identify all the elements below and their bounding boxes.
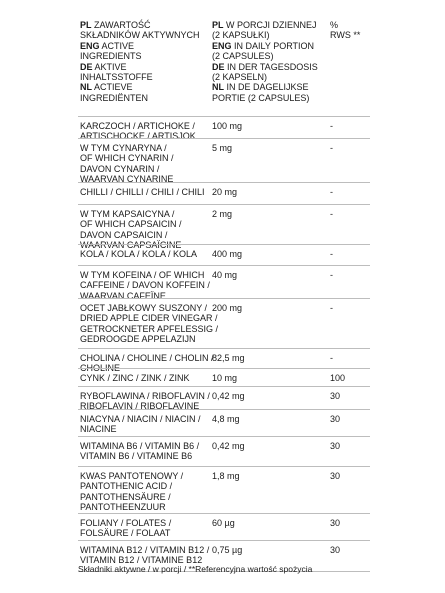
ingredient-name bbox=[80, 518, 212, 539]
ingredient-rws: 30 bbox=[330, 518, 341, 528]
ingredient-name bbox=[80, 303, 219, 345]
header-text: W PORCJI DZIENNEJ bbox=[223, 20, 317, 30]
ingredient-amount: 1,8 mg bbox=[212, 471, 240, 481]
ingredient-rws: - bbox=[330, 353, 333, 363]
ingredient-amount: 5 mg bbox=[212, 143, 233, 153]
ingredient-name-line: ARTISCHOCKE / ARTISJOK bbox=[80, 131, 196, 142]
ingredient-name-line: GETROCKNETER APFELESSIG / bbox=[80, 323, 219, 334]
ingredient-name-line: PANTOTHENIC ACID / bbox=[80, 481, 173, 492]
ingredient-name-line: VITAMIN B6 / VITAMINE B6 bbox=[80, 451, 193, 462]
header-line bbox=[212, 20, 332, 30]
table-row bbox=[78, 265, 370, 299]
ingredient-name bbox=[80, 187, 212, 197]
table-row bbox=[78, 466, 370, 514]
ingredient-amount: 0,42 mg bbox=[212, 391, 245, 401]
ingredient-name-line: DAVON CYNARIN / bbox=[80, 163, 160, 174]
language-code: ENG bbox=[212, 40, 232, 51]
language-code: NL bbox=[80, 82, 92, 93]
table-row bbox=[78, 513, 370, 541]
ingredient-rws: 30 bbox=[330, 441, 341, 451]
header-text: RWS ** bbox=[330, 30, 361, 41]
ingredient-name-line: OF WHICH CYNARIN / bbox=[80, 153, 174, 164]
ingredient-rws: - bbox=[330, 187, 333, 197]
ingredient-amount: 40 mg bbox=[212, 270, 238, 280]
ingredient-name bbox=[80, 414, 212, 435]
ingredient-name-line: PANTOTHEENZUUR bbox=[80, 502, 166, 513]
ingredient-name-line: WITAMINA B12 / VITAMIN B12 / bbox=[80, 545, 210, 555]
ingredient-rws: 30 bbox=[330, 545, 341, 555]
header-line bbox=[80, 51, 210, 61]
ingredient-name-line: WITAMINA B6 / VITAMIN B6 / bbox=[80, 441, 200, 451]
header-text: IN DE DAGELIJKSE bbox=[224, 82, 309, 93]
header-line bbox=[330, 30, 380, 40]
header-text: (2 KAPSELN) bbox=[212, 72, 268, 83]
ingredient-amount: 0,42 mg bbox=[212, 441, 245, 451]
language-code: ENG bbox=[80, 40, 100, 51]
ingredient-name-line: KARCZOCH / ARTICHOKE / bbox=[80, 121, 195, 131]
ingredient-rws: 30 bbox=[330, 414, 341, 424]
ingredient-name-line: KOLA / KOLA / KOLA / KOLA bbox=[80, 249, 198, 259]
table-row bbox=[78, 116, 370, 142]
header-line bbox=[212, 41, 332, 51]
ingredient-amount: 60 µg bbox=[212, 518, 235, 528]
ingredient-rws: 100 bbox=[330, 373, 346, 383]
ingredient-name-line: WAARVAN CAFEÏNE bbox=[80, 290, 166, 301]
ingredient-name bbox=[80, 441, 212, 462]
ingredient-name-line: PANTOTHENSÄURE / bbox=[80, 491, 171, 502]
ingredient-name-line: FOLSÄURE / FOLAAT bbox=[80, 528, 171, 539]
ingredient-name-line: VITAMIN B12 / VITAMINE B12 bbox=[80, 555, 203, 566]
language-code: DE bbox=[80, 61, 93, 72]
language-code: PL bbox=[80, 20, 92, 30]
ingredient-name-line: NIACYNA / NIACIN / NIACIN / bbox=[80, 414, 201, 424]
ingredient-amount: 10 mg bbox=[212, 373, 238, 383]
ingredient-rws: 30 bbox=[330, 391, 341, 401]
ingredient-rws: - bbox=[330, 143, 333, 153]
footnote: Składniki aktywne / w porcji / **Referencyjna wartość spożycia bbox=[78, 564, 313, 574]
ingredient-name-line: KWAS PANTOTENOWY / bbox=[80, 471, 184, 481]
ingredient-name bbox=[80, 270, 212, 301]
ingredient-name-line: DRIED APPLE CIDER VINEGAR / bbox=[80, 313, 218, 324]
ingredient-name-line: CAFFEINE / DAVON KOFFEIN / bbox=[80, 280, 210, 291]
ingredient-amount: 0,75 µg bbox=[212, 545, 243, 555]
ingredient-name bbox=[80, 143, 212, 185]
ingredient-rws: - bbox=[330, 270, 333, 280]
ingredient-name-line: CHILLI / CHILLI / CHILI / CHILI bbox=[80, 187, 205, 197]
header-rws bbox=[330, 20, 380, 41]
ingredient-name-line: W TYM KAPSAICYNA / bbox=[80, 209, 175, 219]
ingredient-amount: 4,8 mg bbox=[212, 414, 240, 424]
header-ingredients bbox=[80, 20, 210, 103]
ingredient-amount: 2 mg bbox=[212, 209, 233, 219]
header-text: INGREDIËNTEN bbox=[80, 92, 149, 103]
ingredient-name-line: OF WHICH CAPSAICIN / bbox=[80, 219, 182, 230]
header-text: INGREDIENTS bbox=[80, 51, 142, 62]
header-line bbox=[80, 72, 210, 82]
header-text: SKŁADNIKÓW AKTYWNYCH bbox=[80, 30, 200, 41]
header-line bbox=[212, 62, 332, 72]
ingredient-amount: 400 mg bbox=[212, 249, 243, 259]
ingredient-name-line: FOLIANY / FOLATES / bbox=[80, 518, 172, 528]
ingredient-amount: 200 mg bbox=[212, 303, 243, 313]
ingredient-name-line: GEDROOGDE APPELAZIJN bbox=[80, 334, 196, 345]
table-row bbox=[78, 182, 370, 205]
ingredient-rws: - bbox=[330, 303, 333, 313]
ingredient-name bbox=[80, 249, 212, 259]
ingredient-rws: - bbox=[330, 249, 333, 259]
table-row bbox=[78, 368, 370, 387]
ingredient-name-line: W TYM CYNARYNA / bbox=[80, 143, 167, 153]
ingredient-name bbox=[80, 373, 212, 383]
table-row bbox=[78, 409, 370, 437]
ingredient-rws: - bbox=[330, 121, 333, 131]
table-row bbox=[78, 204, 370, 251]
header-line bbox=[80, 20, 210, 30]
header-text: PORTIE (2 CAPSULES) bbox=[212, 92, 310, 103]
header-line bbox=[212, 72, 332, 82]
ingredient-rws: - bbox=[330, 209, 333, 219]
ingredient-amount: 20 mg bbox=[212, 187, 238, 197]
ingredient-name-line: WAARVAN CYNARINE bbox=[80, 174, 174, 185]
table-row bbox=[78, 348, 370, 374]
table-row bbox=[78, 436, 370, 467]
header-text: AKTIVE bbox=[92, 61, 127, 72]
ingredient-name-line: OCET JABŁKOWY SUSZONY / bbox=[80, 303, 208, 313]
header-line bbox=[330, 20, 380, 30]
ingredient-name bbox=[80, 545, 212, 566]
ingredient-name-line: RYBOFLAWINA / RIBOFLAVIN / bbox=[80, 391, 210, 401]
ingredient-name-line: CYNK / ZINC / ZINK / ZINK bbox=[80, 373, 190, 383]
table-row bbox=[78, 138, 370, 183]
header-text: ZAWARTOŚĆ bbox=[91, 20, 151, 30]
header-line bbox=[212, 93, 332, 103]
language-code: DE bbox=[212, 61, 225, 72]
ingredient-name bbox=[80, 471, 212, 513]
header-text: ACTIVE bbox=[99, 40, 135, 51]
header-line bbox=[212, 51, 332, 61]
header-text: ACTIEVE bbox=[92, 82, 133, 93]
ingredient-name-line: WAARVAN CAPSAÏCINE bbox=[80, 240, 182, 251]
header-text: % bbox=[330, 20, 339, 30]
header-text: INHALTSSTOFFE bbox=[80, 72, 153, 83]
header-line bbox=[212, 30, 332, 40]
header-daily-portion bbox=[212, 20, 332, 103]
ingredient-amount: 82,5 mg bbox=[212, 353, 245, 363]
header-text: (2 CAPSULES) bbox=[212, 51, 274, 62]
header-line bbox=[80, 62, 210, 72]
header-text: (2 KAPSUŁKI) bbox=[212, 30, 270, 41]
header-text: IN DER TAGESDOSIS bbox=[224, 61, 318, 72]
table-row bbox=[78, 298, 370, 349]
ingredient-name-line: W TYM KOFEINA / OF WHICH bbox=[80, 270, 205, 280]
ingredient-name-line: NIACINE bbox=[80, 424, 117, 435]
ingredient-amount: 100 mg bbox=[212, 121, 243, 131]
header-text: IN DAILY PORTION bbox=[231, 40, 315, 51]
ingredient-name-line: DAVON CAPSAICIN / bbox=[80, 229, 168, 240]
language-code: NL bbox=[212, 82, 224, 93]
ingredient-name-line: CHOLINA / CHOLINE / CHOLIN / bbox=[80, 353, 214, 363]
ingredient-name-line: CHOLINE bbox=[80, 363, 121, 374]
header-line bbox=[80, 93, 210, 103]
header-line bbox=[80, 41, 210, 51]
language-code: PL bbox=[212, 20, 224, 30]
header-line bbox=[80, 82, 210, 92]
ingredient-name-line: RIBOFLAVIN / RIBOFLAVINE bbox=[80, 401, 200, 412]
table-row bbox=[78, 244, 370, 266]
table-row bbox=[78, 386, 370, 410]
header-line bbox=[212, 82, 332, 92]
ingredient-rws: 30 bbox=[330, 471, 341, 481]
header-line bbox=[80, 30, 210, 40]
